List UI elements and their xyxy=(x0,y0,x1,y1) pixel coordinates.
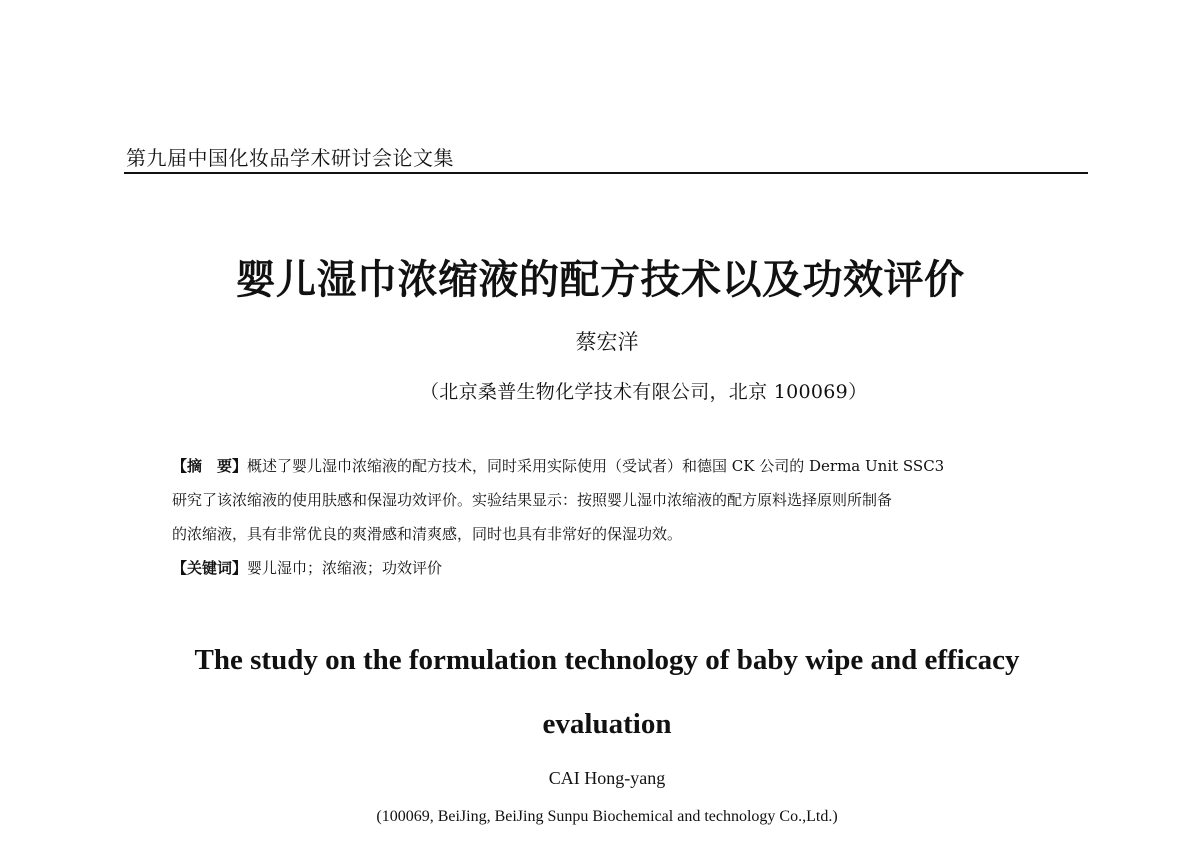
abstract-line xyxy=(172,522,1052,556)
abstract-block xyxy=(172,454,1052,590)
chinese-author: 蔡宏洋 xyxy=(575,330,639,354)
chinese-affiliation: （北京桑普生物化学技术有限公司，北京 100069） xyxy=(420,381,868,403)
abstract-text-2: 研究了该浓缩液的使用肤感和保湿功效评价。实验结果显示：按照婴儿湿巾浓缩液的配方原料选择原则所制备 xyxy=(172,491,893,509)
abstract-text-1: 概述了婴儿湿巾浓缩液的配方技术，同时采用实际使用（受试者）和德国 CK 公司的 Derma Unit SSC3 xyxy=(247,457,945,475)
english-title-line-1: The study on the formulation technology of baby wipe and efficacy xyxy=(194,644,1020,676)
abstract-label: 【摘 要】 xyxy=(172,457,248,475)
english-author: CAI Hong-yang xyxy=(548,768,666,788)
keywords-text: 婴儿湿巾；浓缩液；功效评价 xyxy=(247,559,443,577)
keywords-line xyxy=(172,556,1052,590)
keywords-label: 【关键词】 xyxy=(172,559,248,577)
english-affiliation: (100069, BeiJing, BeiJing Sunpu Biochemical and technology Co.,Ltd.) xyxy=(376,808,838,825)
english-title-line-2: evaluation xyxy=(542,708,672,740)
chinese-title: 婴儿湿巾浓缩液的配方技术以及功效评价 xyxy=(235,257,965,303)
header-rule xyxy=(124,172,1088,174)
abstract-line xyxy=(172,454,1052,488)
abstract-text-3: 的浓缩液，具有非常优良的爽滑感和清爽感，同时也具有非常好的保湿功效。 xyxy=(172,525,683,543)
running-head: 第九届中国化妆品学术研讨会论文集 xyxy=(126,146,454,170)
abstract-line xyxy=(172,488,1052,522)
